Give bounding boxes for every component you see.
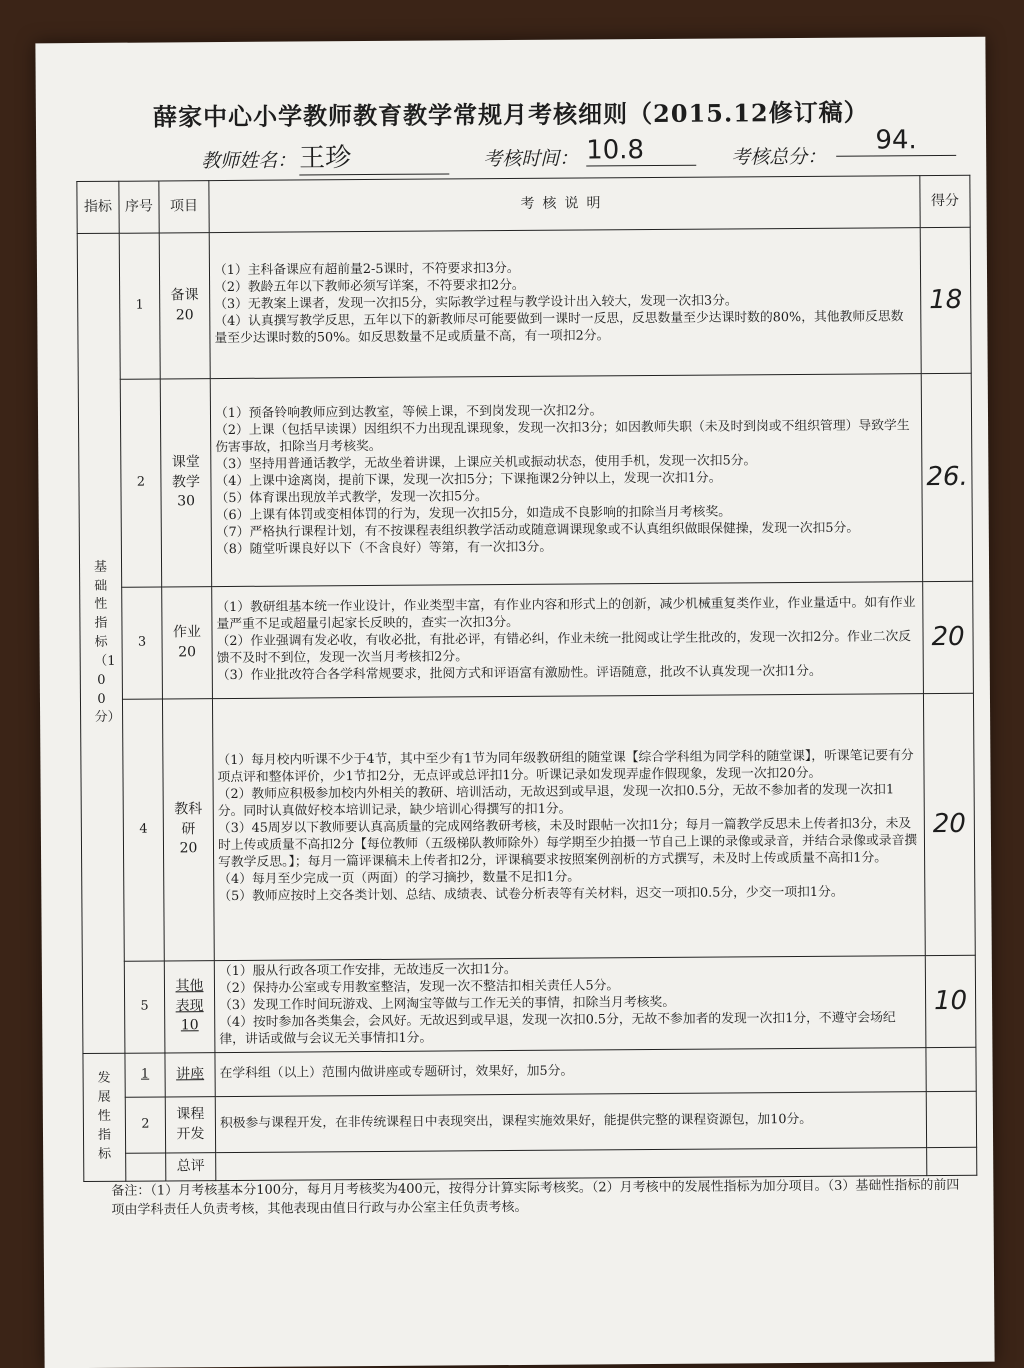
footnote: 备注：（1）月考核基本分100分，每月月考核奖为400元，按得分计算实际考核奖。（2）月考核中的发展性指标为加分项目。（3）基础性指标的前四项由学科责任人负责考核，其他表现由值日行政与办公室主任负责考核。 xyxy=(111,1177,960,1218)
header-info xyxy=(201,125,946,174)
rule-line: （3）坚持用普通话教学，无故坐着讲课，上课应关机或振动状态，使用手机，发现一次扣5分。 xyxy=(215,453,757,473)
rule-line: （3）45周岁以下教师要认真高质量的完成网络教研考核，未及时跟帖一次扣1分；每月一篇教学反思未上传者扣3分，未及时上传或质量不高扣2分【每位教师（五级梯队教师除外）每学期至少拍摄一节自己上课的录像或录音，并结合录像或录音撰写教学反思。】；每月一篇评课稿未上传者扣2分，评课稿要求按照案例剖析的方式撰写，未及时上传或质量不高扣1分。 xyxy=(217,816,918,870)
rule-line: （4）按时参加各类集会，会风好。无故迟到或早退，发现一次扣0.5分，无故不参加者的发现一次扣1分，不遵守会场纪律，讲话或做与会议无关事情扣1分。 xyxy=(219,1010,896,1047)
rule-line: （3）无教案上课者，发现一次扣5分，实际教学过程与教学设计出入较大，发现一次扣3分。 xyxy=(214,293,738,313)
header-desc xyxy=(209,176,920,233)
assessment-table xyxy=(76,175,977,1182)
header-desc-text: 考核说明 xyxy=(520,195,609,212)
row-seq: 1 xyxy=(125,1053,165,1097)
row-description xyxy=(212,582,924,699)
header-indicator-text: 指标 xyxy=(83,198,113,215)
row-seq: 4 xyxy=(122,699,164,961)
rule-line: （3）发现工作时间玩游戏、上网淘宝等做与工作无关的事情，扣除当月考核奖。 xyxy=(219,994,676,1014)
row-item-name: 作业 xyxy=(172,624,202,641)
rule-line: （1）每月校内听课不少于4节，其中至少有1节为同年级教研组的随堂课【综合学科组为同学科的随堂课】，听课笔记要有分项点评和整体评价，少1节扣2分，无点评或总评扣1分。听课记录如发现弄虚作假现象，发现一次扣20分。 xyxy=(217,748,914,786)
rule-line: （2）保持办公室或专用教室整洁，发现一次不整洁扣相关责任人5分。 xyxy=(218,978,620,997)
total-score xyxy=(927,1147,977,1175)
row-item-name: 课堂教学 xyxy=(171,454,201,491)
total-desc xyxy=(216,1148,927,1181)
row-seq: 1 xyxy=(119,233,160,379)
row-item xyxy=(162,587,213,699)
rule-line: （1）预备铃响教师应到达教室，等候上课，不到岗发现一次扣2分。 xyxy=(214,403,603,422)
row-score: 20 xyxy=(923,581,974,693)
rule-line: （1）服从行政各项工作安排，无故违反一次扣1分。 xyxy=(218,962,517,980)
row-item xyxy=(159,233,210,379)
rule-line: （4）认真撰写教学反思，五年以下的新教师尽可能要做到一课时一反思，反思数量至少达课时数的80%，其他教师反思数量至少达课时数的50%。如反思数量不足或质量不高，有一项扣2分。 xyxy=(214,309,904,346)
rule-line: （2）教师应积极参加校内外相关的教研、培训活动，无故迟到或早退，发现一次扣0.5分，无故不参加者的发现一次扣1分。同时认真做好校本培训记录，缺少培训心得撰写的扣1分。 xyxy=(217,782,895,820)
row-description xyxy=(210,374,922,587)
row-item xyxy=(165,1097,215,1153)
rule-line: （5）体育课出现放羊式教学，发现一次扣5分。 xyxy=(215,489,488,507)
total-row xyxy=(84,1147,977,1181)
table-row xyxy=(83,1091,976,1153)
row-item-points: 30 xyxy=(177,493,196,510)
table-row xyxy=(78,373,972,587)
table-row xyxy=(83,1047,976,1097)
table-row xyxy=(80,693,975,961)
row-score: 26. xyxy=(921,373,972,581)
rule-line: （4）每月至少完成一页（两面）的学习摘抄，数量不足扣1分。 xyxy=(218,869,581,887)
dev-indicator-group xyxy=(83,1053,126,1181)
row-item-name: 教科研 xyxy=(174,801,203,838)
row-item-points: 20 xyxy=(179,840,198,857)
rule-line: （5）教师应按时上交各类计划、总结、成绩表、试卷分析表等有关材料，迟交一项扣0.5分，少交一项扣1分。 xyxy=(218,884,844,904)
total-score-value: 94. xyxy=(836,125,956,157)
rule-line: （1）主科备课应有超前量2-5课时，不符要求扣3分。 xyxy=(213,261,520,279)
total-blank xyxy=(126,1153,166,1181)
teacher-label: 教师姓名： xyxy=(201,149,297,173)
row-description xyxy=(214,956,926,1053)
row-item-name: 备课 xyxy=(170,287,199,304)
rule-line: （2）作业强调有发必收，有收必批，有批必评，有错必纠，作业未统一批阅或让学生批改的，发现一次扣2分。作业二次反馈不及时不到位，发现一次当月考核扣2分。 xyxy=(216,629,912,667)
row-seq: 2 xyxy=(125,1097,165,1153)
header-item xyxy=(159,181,209,233)
row-score: 18 xyxy=(920,227,971,373)
row-item-name: 其他表现 xyxy=(175,978,204,1015)
row-description xyxy=(209,228,921,379)
document-title: 薛家中心小学教师教育教学常规月考核细则（2015.12修订稿） xyxy=(153,97,869,132)
rule-line: （6）上课有体罚或变相体罚的行为，发现一次扣5分，如造成不良影响的扣除当月考核奖。 xyxy=(215,504,732,523)
header-row xyxy=(77,175,970,233)
row-score: 10 xyxy=(925,955,976,1047)
header-score xyxy=(920,175,970,227)
dev-indicator-label: 发展性指标 xyxy=(97,1071,112,1162)
row-item-name: 课程开发 xyxy=(176,1106,205,1142)
total-label: 考核总分： xyxy=(731,145,827,169)
row-seq: 2 xyxy=(120,379,161,587)
row-score: 20 xyxy=(923,693,975,955)
table-row xyxy=(77,227,971,379)
rule-line: （1）教研组基本统一作业设计，作业类型丰富，有作业内容和形式上的创新，减少机械重复类作业，作业量适中。如有作业量严重不足或超量引起家长反映的，查实一次扣3分。 xyxy=(216,595,916,633)
row-seq: 3 xyxy=(122,587,163,699)
rule-line: （2）上课（包括早读课）因组织不力出现乱课现象，发现一次扣3分；如因教师失职（未及时到岗或不组织管理）导致学生伤害事故，扣除当月考核奖。 xyxy=(215,418,910,456)
basic-indicator-group xyxy=(77,233,125,1053)
row-item: 讲座 xyxy=(165,1053,215,1097)
table-row xyxy=(82,955,976,1053)
header-score-text: 得分 xyxy=(930,192,960,209)
document-sheet xyxy=(35,37,994,1368)
rule-line: （2）教龄五年以下教师必须写详案，不符要求扣2分。 xyxy=(214,278,525,296)
row-description: 积极参与课程开发，在非传统课程日中表现突出，课程实施效果好，能提供完整的课程资源包，加10分。 xyxy=(215,1092,926,1153)
row-description: 在学科组（以上）范围内做讲座或专题研讨，效果好，加5分。 xyxy=(215,1048,926,1097)
row-item-points: 10 xyxy=(180,1017,199,1034)
teacher-name-value: 王珍 xyxy=(299,136,449,175)
row-item xyxy=(162,699,214,961)
time-label: 考核时间： xyxy=(483,147,579,171)
time-value: 10.8 xyxy=(586,135,696,167)
table-row xyxy=(80,581,974,699)
rule-line: （8）随堂听课良好以下（不含良好）等第，有一次扣3分。 xyxy=(215,539,553,557)
basic-indicator-label: 基础性指标（100分） xyxy=(93,559,121,726)
rule-line: （3）作业批改符合各学科常规要求，批阅方式和评语富有激励性。评语随意，批改不认真发现一次扣1分。 xyxy=(216,663,822,683)
row-item xyxy=(164,961,215,1053)
total-label: 总评 xyxy=(166,1153,216,1181)
rule-line: （4）上课中途离岗，提前下课，发现一次扣5分；下课拖课2分钟以上，发现一次扣1分。 xyxy=(215,470,722,490)
header-seq xyxy=(119,181,159,233)
row-seq: 5 xyxy=(124,961,165,1053)
row-score xyxy=(926,1091,976,1147)
header-item-text: 项目 xyxy=(169,197,199,215)
row-score xyxy=(926,1047,976,1091)
header-seq-text: 序号 xyxy=(124,198,154,215)
row-item-points: 20 xyxy=(178,643,197,660)
row-item xyxy=(160,379,211,587)
row-item-points: 20 xyxy=(175,306,194,323)
header-indicator xyxy=(77,181,119,233)
row-description xyxy=(212,694,925,961)
rule-line: （7）严格执行课程计划，有不按课程表组织教学活动或随意调课现象或不认真组织做眼保健操，发现一次扣5分。 xyxy=(215,520,860,540)
